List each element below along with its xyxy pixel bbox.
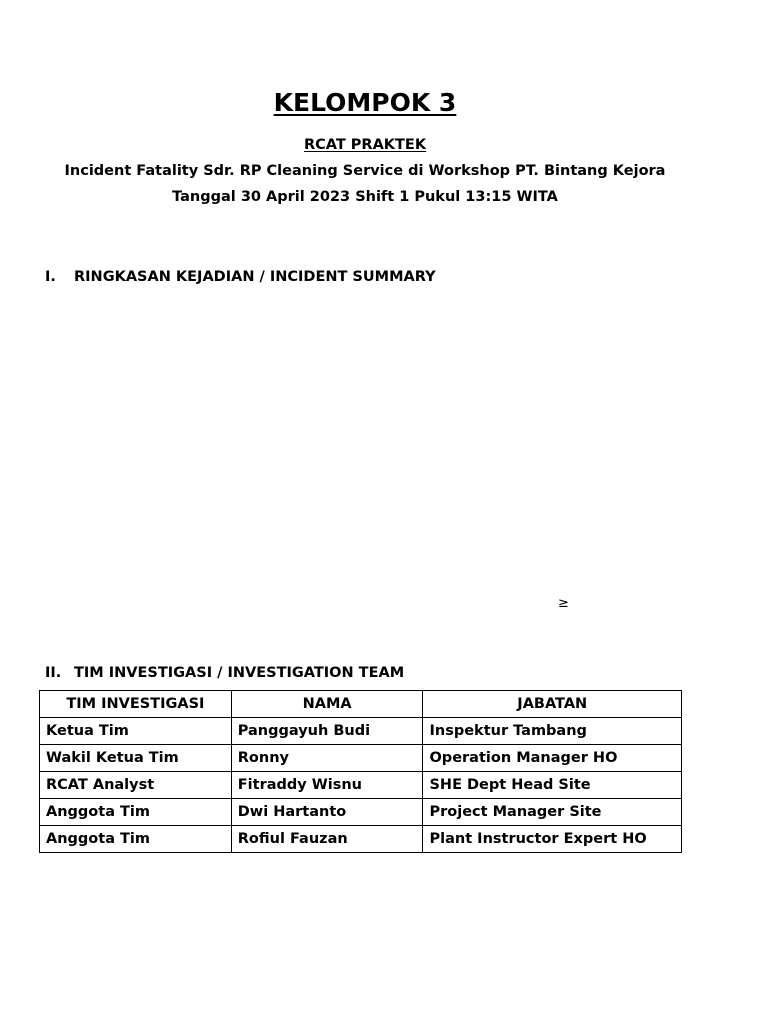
cell-name: Ronny: [231, 745, 423, 772]
cell-position: SHE Dept Head Site: [423, 772, 682, 799]
incident-date: Tanggal 30 April 2023 Shift 1 Pukul 13:15 WITA: [172, 189, 558, 205]
cell-position: Plant Instructor Expert HO: [423, 826, 682, 853]
cell-position: Inspektur Tambang: [423, 718, 682, 745]
column-header-position: JABATAN: [423, 691, 682, 718]
cell-role: Wakil Ketua Tim: [40, 745, 232, 772]
document-subtitle: RCAT PRAKTEK: [303, 137, 427, 153]
incident-description: Incident Fatality Sdr. RP Cleaning Service di Workshop PT. Bintang Kejora: [64, 163, 666, 179]
cell-position: Project Manager Site: [423, 799, 682, 826]
document-title: KELOMPOK 3: [273, 88, 457, 117]
section-heading-text: RINGKASAN KEJADIAN / INCIDENT SUMMARY: [74, 269, 436, 285]
cell-role: Ketua Tim: [40, 718, 232, 745]
cell-name: Fitraddy Wisnu: [231, 772, 423, 799]
cell-role: Anggota Tim: [40, 826, 232, 853]
cell-name: Panggayuh Budi: [231, 718, 423, 745]
cell-role: Anggota Tim: [40, 799, 232, 826]
section-number: I.: [45, 269, 56, 285]
cell-position: Operation Manager HO: [423, 745, 682, 772]
section-number: II.: [45, 665, 62, 681]
section-investigation-team: [45, 665, 404, 681]
table-row: [40, 799, 682, 826]
cell-name: Dwi Hartanto: [231, 799, 423, 826]
section-incident-summary: [45, 269, 436, 285]
table-row: [40, 745, 682, 772]
cell-role: RCAT Analyst: [40, 772, 232, 799]
column-header-name: NAMA: [231, 691, 423, 718]
table-row: [40, 826, 682, 853]
column-header-role: TIM INVESTIGASI: [40, 691, 232, 718]
stray-symbol: ≥: [558, 596, 569, 611]
table-header-row: [40, 691, 682, 718]
section-heading-text: TIM INVESTIGASI / INVESTIGATION TEAM: [74, 665, 405, 681]
table-row: [40, 718, 682, 745]
table-row: [40, 772, 682, 799]
investigation-team-table: [39, 690, 682, 853]
cell-name: Rofiul Fauzan: [231, 826, 423, 853]
